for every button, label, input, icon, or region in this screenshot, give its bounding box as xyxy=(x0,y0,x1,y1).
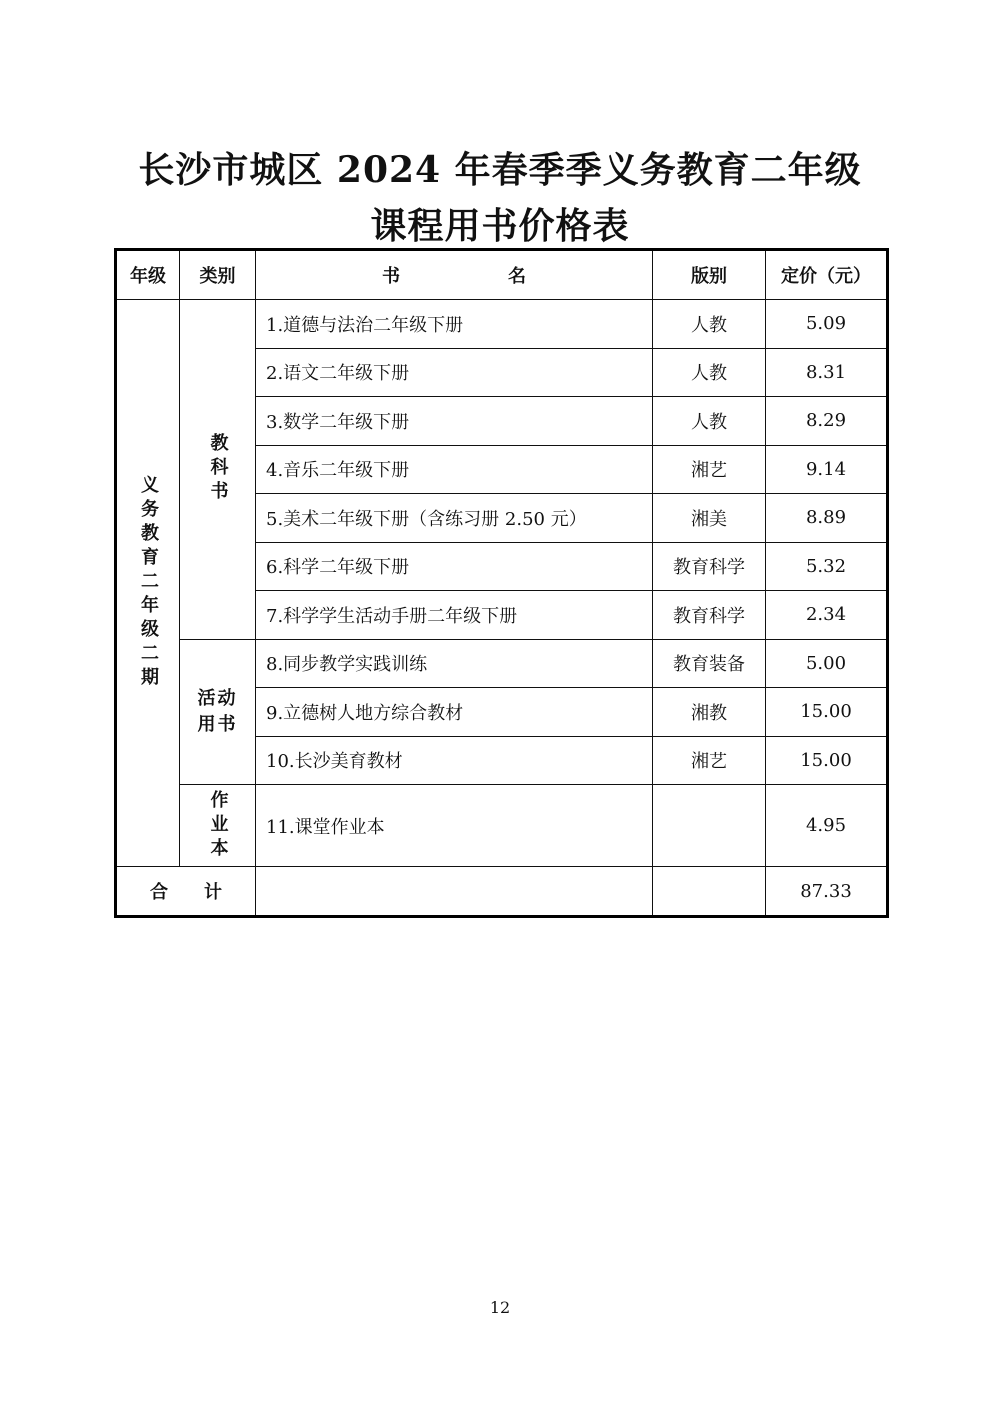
header-book-name: 书 名 xyxy=(256,250,653,300)
total-label: 合 计 xyxy=(116,867,256,917)
total-price: 87.33 xyxy=(766,867,888,917)
table-row xyxy=(116,639,888,688)
book-edition: 湘美 xyxy=(653,494,766,543)
book-price: 15.00 xyxy=(766,688,888,737)
header-grade: 年级 xyxy=(116,250,180,300)
grade-label: 义务教育二年级二期 xyxy=(138,475,159,691)
total-empty-edition xyxy=(653,867,766,917)
book-name: 5.美术二年级下册（含练习册 2.50 元） xyxy=(256,494,653,543)
book-edition: 湘艺 xyxy=(653,736,766,785)
table-header-row xyxy=(116,250,888,300)
book-edition: 人教 xyxy=(653,348,766,397)
grade-cell xyxy=(116,300,180,867)
category-cell-homework xyxy=(180,785,256,867)
book-price: 5.09 xyxy=(766,300,888,349)
book-name: 11.课堂作业本 xyxy=(256,785,653,867)
page-title-line2: 课程用书价格表 xyxy=(370,205,630,247)
book-name: 10.长沙美育教材 xyxy=(256,736,653,785)
table-row xyxy=(116,785,888,867)
category-label-homework: 作业本 xyxy=(207,789,229,862)
category-label-activity: 活动用书 xyxy=(197,687,238,735)
book-name: 7.科学学生活动手册二年级下册 xyxy=(256,591,653,640)
book-name: 1.道德与法治二年级下册 xyxy=(256,300,653,349)
book-price: 5.00 xyxy=(766,639,888,688)
header-edition: 版别 xyxy=(653,250,766,300)
table-row xyxy=(116,300,888,349)
book-name: 3.数学二年级下册 xyxy=(256,397,653,446)
book-edition: 人教 xyxy=(653,397,766,446)
book-edition: 教育科学 xyxy=(653,542,766,591)
book-name: 4.音乐二年级下册 xyxy=(256,445,653,494)
book-price: 15.00 xyxy=(766,736,888,785)
book-name: 8.同步教学实践训练 xyxy=(256,639,653,688)
category-cell-activity xyxy=(180,639,256,785)
book-price: 8.29 xyxy=(766,397,888,446)
book-name: 2.语文二年级下册 xyxy=(256,348,653,397)
book-edition: 教育科学 xyxy=(653,591,766,640)
book-edition: 人教 xyxy=(653,300,766,349)
total-row xyxy=(116,867,888,917)
total-empty-name xyxy=(256,867,653,917)
page-title-line1: 长沙市城区 2024 年春季季义务教育二年级 xyxy=(138,149,862,191)
page-number: 12 xyxy=(489,1298,511,1317)
book-name: 9.立德树人地方综合教材 xyxy=(256,688,653,737)
price-table xyxy=(114,248,889,918)
book-price: 9.14 xyxy=(766,445,888,494)
category-cell-textbook xyxy=(180,300,256,640)
book-edition xyxy=(653,785,766,867)
book-price: 8.89 xyxy=(766,494,888,543)
book-price: 8.31 xyxy=(766,348,888,397)
book-edition: 湘教 xyxy=(653,688,766,737)
book-price: 2.34 xyxy=(766,591,888,640)
book-price: 4.95 xyxy=(766,785,888,867)
book-name: 6.科学二年级下册 xyxy=(256,542,653,591)
book-edition: 教育装备 xyxy=(653,639,766,688)
book-edition: 湘艺 xyxy=(653,445,766,494)
book-price: 5.32 xyxy=(766,542,888,591)
header-price: 定价（元） xyxy=(766,250,888,300)
category-label-textbook: 教科书 xyxy=(207,433,229,506)
header-category: 类别 xyxy=(180,250,256,300)
